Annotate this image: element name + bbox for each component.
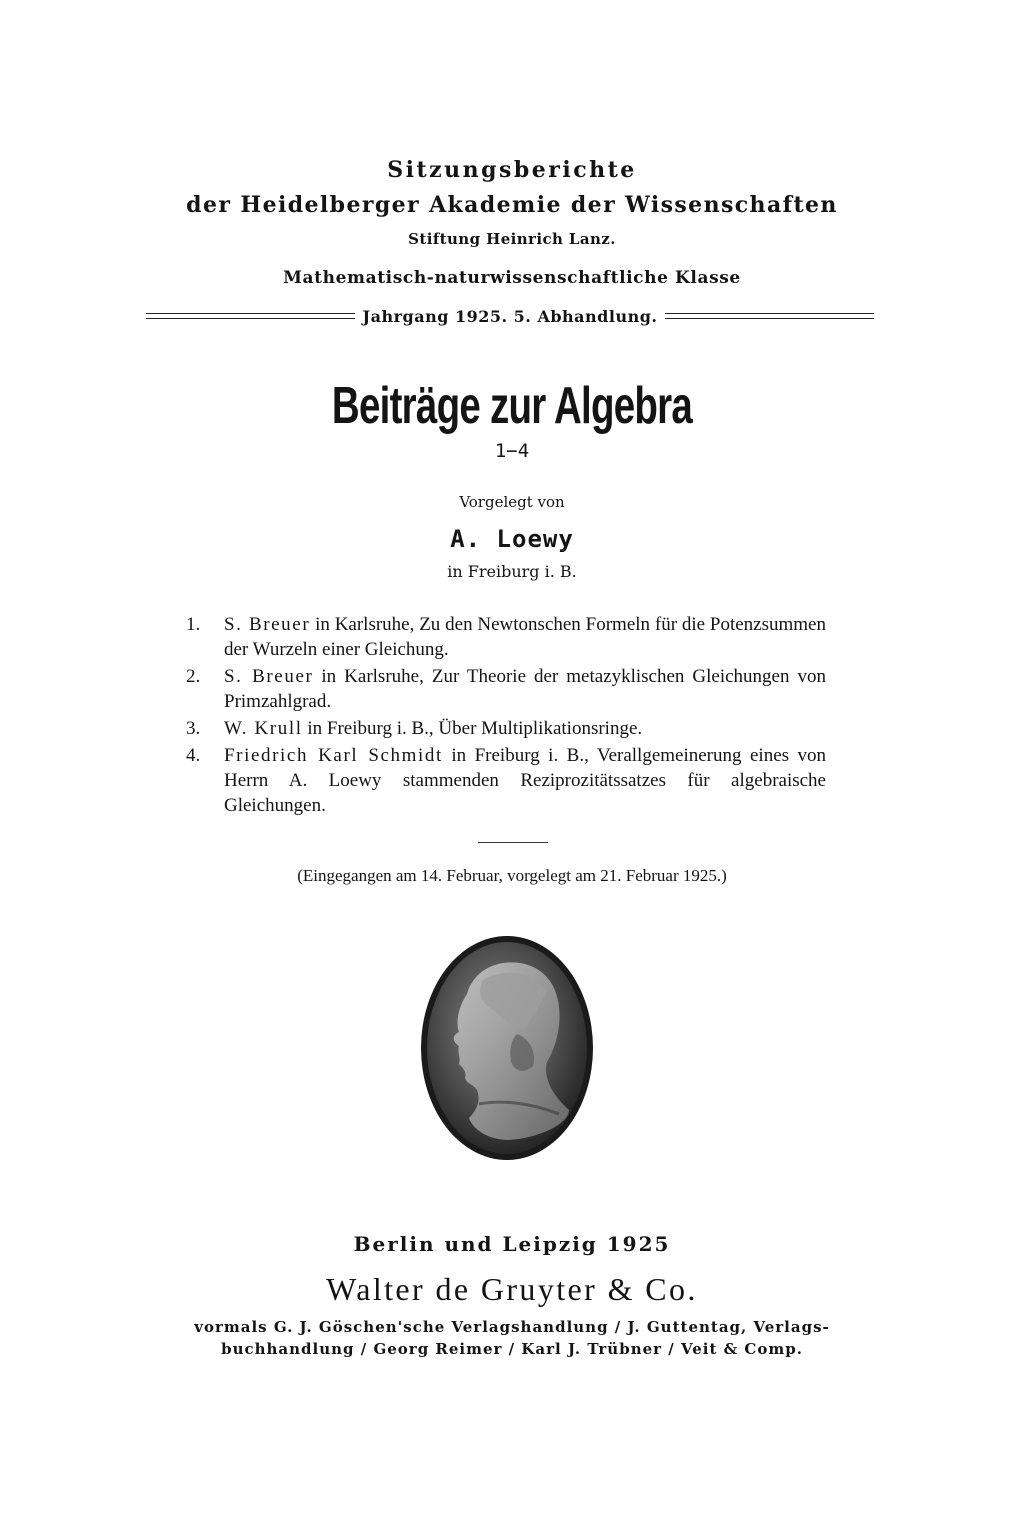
class-line: Mathematisch-naturwissenschaftliche Klasse <box>283 268 741 288</box>
double-rule-left <box>146 313 355 319</box>
entry-text <box>224 716 826 741</box>
separator-rule <box>478 842 548 843</box>
publisher-history-line-1: vormals G. J. Göschen'sche Verlagshandlung / J. Guttentag, Verlags- <box>194 1318 830 1336</box>
entry-number: 1. <box>186 614 201 635</box>
entry-number: 2. <box>186 666 201 687</box>
entry-title: in Freiburg i. B., Über Multiplikationsringe. <box>302 718 643 739</box>
author-name: A. Loewy <box>450 525 574 553</box>
contents-entry <box>186 716 826 741</box>
presented-by: Vorgelegt von <box>459 493 565 511</box>
series-title: Sitzungsberichte <box>387 157 637 183</box>
entry-author: W. Krull <box>224 718 303 739</box>
author-location: in Freiburg i. B. <box>447 562 577 581</box>
publisher-name: Walter de Gruyter & Co. <box>326 1271 698 1307</box>
year-row <box>146 306 874 326</box>
entry-text <box>224 612 826 662</box>
contents-entry <box>186 664 826 714</box>
entry-author: S. Breuer <box>224 666 314 687</box>
foundation-line: Stiftung Heinrich Lanz. <box>408 230 616 248</box>
part-range: 1−4 <box>494 440 530 462</box>
entry-author: Friedrich Karl Schmidt <box>224 745 443 766</box>
entry-number: 3. <box>186 718 201 739</box>
contents-list <box>186 612 826 820</box>
entry-author: S. Breuer <box>224 614 311 635</box>
double-rule-right <box>665 313 874 319</box>
contents-entry <box>186 612 826 662</box>
entry-number: 4. <box>186 745 201 766</box>
entry-title: in Karlsruhe, Zu den Newtonschen Formeln für die Potenzsummen der Wurzeln einer Gleichung. <box>224 614 826 660</box>
entry-title: in Karlsruhe, Zur Theorie der metazyklischen Gleichungen von Primzahlgrad. <box>224 666 826 712</box>
publisher-history-line-2: buchhandlung / Georg Reimer / Karl J. Trübner / Veit & Comp. <box>221 1340 803 1358</box>
contents-entry <box>186 743 826 818</box>
series-subtitle: der Heidelberger Akademie der Wissenschaften <box>186 192 838 218</box>
portrait-medallion <box>419 934 595 1162</box>
year-line: Jahrgang 1925. 5. Abhandlung. <box>362 306 658 326</box>
entry-text <box>224 664 826 714</box>
city-year: Berlin und Leipzig 1925 <box>353 1232 671 1256</box>
main-title: Beiträge zur Algebra <box>331 377 693 435</box>
entry-text <box>224 743 826 818</box>
received-note: (Eingegangen am 14. Februar, vorgelegt am 21. Februar 1925.) <box>297 866 727 885</box>
entry-title: in Freiburg i. B., Verallgemeinerung eines von Herrn A. Loewy stammenden Reziprozitätssatzes für algebraische Gleichungen. <box>224 745 826 816</box>
